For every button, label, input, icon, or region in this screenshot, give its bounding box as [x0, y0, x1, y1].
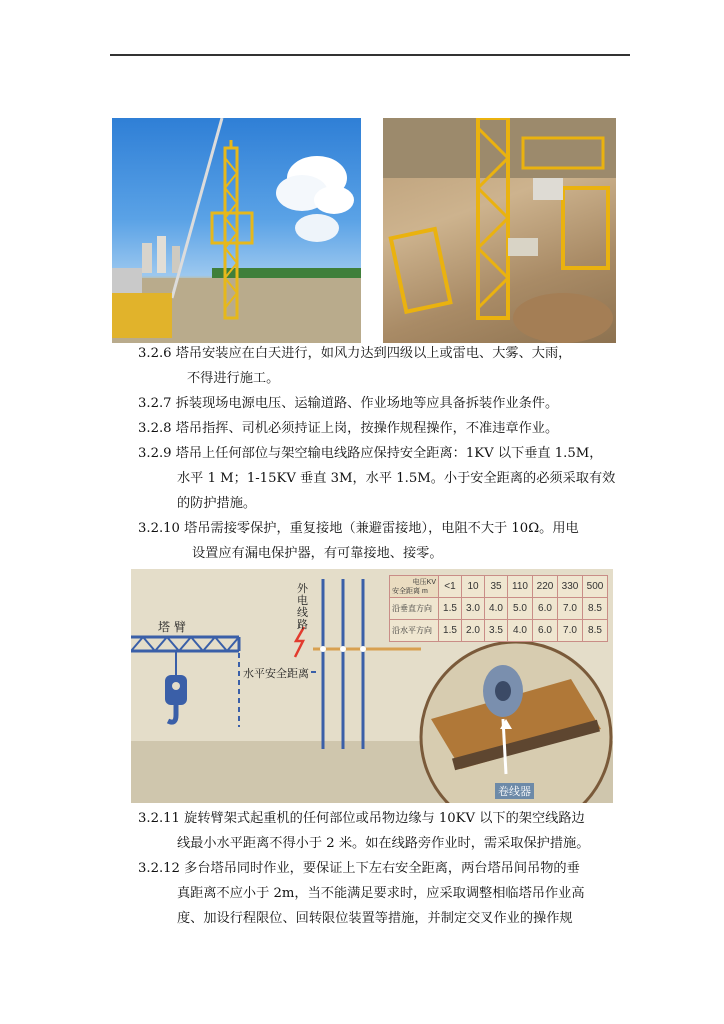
table-row-horizontal — [390, 620, 608, 642]
row-label-horizontal: 沿水平方向 — [390, 620, 439, 642]
para-3-2-10-line-2: 设置应有漏电保护器，有可靠接地、接零。 — [192, 546, 443, 561]
table-cell: 8.5 — [583, 620, 608, 642]
table-header-cell: 35 — [485, 576, 508, 598]
table-header-cell: <1 — [439, 576, 462, 598]
table-corner-cell — [390, 576, 439, 598]
table-header-cell: 500 — [583, 576, 608, 598]
para-3-2-9-line-1: 3.2.9 塔吊上任何部位与架空输电线路应保持安全距离：1KV 以下垂直 1.5M， — [138, 446, 603, 461]
safety-distance-table — [389, 575, 608, 642]
distance-corner-label: 安全距离 m — [392, 588, 428, 595]
table-cell: 6.0 — [533, 598, 558, 620]
table-cell: 3.0 — [462, 598, 485, 620]
table-cell: 1.5 — [439, 620, 462, 642]
table-cell: 3.5 — [485, 620, 508, 642]
table-cell: 1.5 — [439, 598, 462, 620]
boom-label: 塔 臂 — [158, 620, 186, 634]
para-3-2-12-line-3: 度、加设行程限位、回转限位装置等措施，并制定交叉作业的操作规 — [177, 911, 573, 926]
tower-crane-photo — [112, 118, 361, 343]
cable-reel-label: 卷线器 — [495, 783, 534, 799]
table-cell: 8.5 — [583, 598, 608, 620]
table-cell: 4.0 — [508, 620, 533, 642]
table-header-cell: 10 — [462, 576, 485, 598]
voltage-corner-label: 电压KV — [412, 579, 436, 586]
para-3-2-10-line-1: 3.2.10 塔吊需接零保护，重复接地（兼避雷接地），电阻不大于 10Ω。用电 — [138, 521, 579, 536]
table-header-row — [390, 576, 608, 598]
table-header-cell: 110 — [508, 576, 533, 598]
table-cell: 7.0 — [558, 620, 583, 642]
para-3-2-11-line-2: 线最小水平距离不得小于 2 米。如在线路旁作业时，需采取保护措施。 — [177, 836, 590, 851]
table-cell: 6.0 — [533, 620, 558, 642]
safety-distance-diagram — [131, 569, 613, 803]
crane-assembly-site-photo — [383, 118, 616, 343]
para-3-2-8: 3.2.8 塔吊指挥、司机必须持证上岗，按操作规程操作，不准违章作业。 — [138, 421, 559, 436]
table-cell: 2.0 — [462, 620, 485, 642]
external-power-line-label: 外电线路 — [297, 582, 308, 631]
para-3-2-6-line-2: 不得进行施工。 — [187, 371, 280, 386]
para-3-2-12-line-2: 真距离不应小于 2m，当不能满足要求时，应采取调整相临塔吊作业高 — [177, 886, 585, 901]
para-3-2-11-line-1: 3.2.11 旋转臂架式起重机的任何部位或吊物边缘与 10KV 以下的架空线路边 — [138, 811, 585, 826]
para-3-2-9-line-2: 水平 1 M；1-15KV 垂直 3M，水平 1.5M。小于安全距离的必须采取有效 — [177, 471, 616, 486]
table-cell: 4.0 — [485, 598, 508, 620]
table-cell: 5.0 — [508, 598, 533, 620]
table-cell: 7.0 — [558, 598, 583, 620]
para-3-2-9-line-3: 的防护措施。 — [177, 496, 257, 511]
para-3-2-6-line-1: 3.2.6 塔吊安装应在白天进行，如风力达到四级以上或雷电、大雾、大雨， — [138, 346, 572, 361]
para-3-2-7: 3.2.7 拆装现场电源电压、运输道路、作业场地等应具备拆装作业条件。 — [138, 396, 559, 411]
table-header-cell: 220 — [533, 576, 558, 598]
table-row-vertical — [390, 598, 608, 620]
row-label-vertical: 沿垂直方向 — [390, 598, 439, 620]
header-rule — [110, 54, 630, 56]
horizontal-safety-distance-label: 水平安全距离 — [243, 667, 309, 680]
table-header-cell: 330 — [558, 576, 583, 598]
para-3-2-12-line-1: 3.2.12 多台塔吊同时作业，要保证上下左右安全距离，两台塔吊间吊物的垂 — [138, 861, 580, 876]
